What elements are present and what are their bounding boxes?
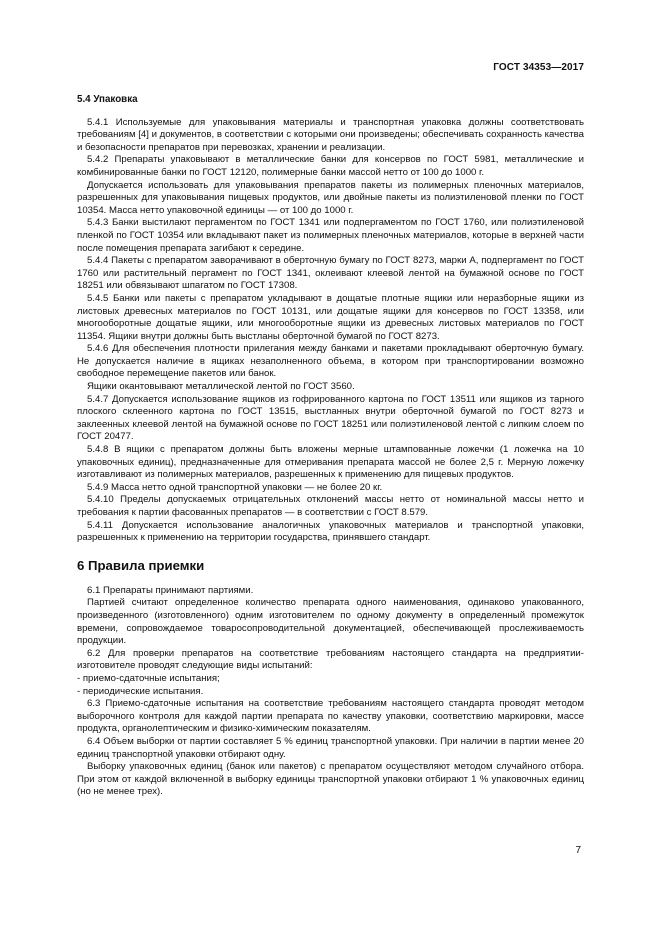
list-item: - приемо-сдаточные испытания; bbox=[77, 672, 220, 684]
paragraph-5-4-10: 5.4.10 Пределы допускаемых отрицательных отклонений массы нетто от номинальной массы нетто и требования к партии фасованных препаратов — в соответствии с ГОСТ 8.579. bbox=[77, 494, 584, 518]
page-number: 7 bbox=[575, 845, 581, 856]
paragraph-5-4-7: 5.4.7 Допускается использование ящиков из гофрированного картона по ГОСТ 13511 или ящиков из тарного плоского склеенного картона по ГОСТ 13515, выстланных внутри оберточной бумагой по ГОСТ 8273 и заклеенных клеевой лентой на бумажной основе по ГОСТ 18251 или полиэтиленовой лентой с липким слоем по ГОСТ 20477. bbox=[77, 393, 584, 443]
paragraph-6-4-cont: Выборку упаковочных единиц (банок или пакетов) с препаратом осуществляют методом случайного отбора. При этом от каждой включенной в выборку единицы транспортной упаковки отбирают 1 % упаковочных единиц (но не менее трех). bbox=[77, 761, 584, 798]
paragraph-5-4-3: 5.4.3 Банки выстилают пергаментом по ГОСТ 1341 или подпергаментом по ГОСТ 1760, или полиэтиленовой пленкой по ГОСТ 10354 или вкладывают пакет из полимерных пленочных материалов, которые в верхней части после помещения препарата загибают к середине. bbox=[77, 217, 584, 254]
page-content bbox=[77, 94, 584, 799]
paragraph-6-2: 6.2 Для проверки препаратов на соответствие требованиям настоящего стандарта на предприятии-изготовителе проводят следующие виды испытаний: bbox=[77, 647, 584, 672]
paragraph-5-4-5: 5.4.5 Банки или пакеты с препаратом укладывают в дощатые плотные ящики или неразборные ящики из листовых древесных материалов по ГОСТ 10131, или дощатые ящики для консервов по ГОСТ 13358, или многооборотные дощатые ящики, или многооборотные ящики из древесных листовых материалов по ГОСТ 11354. Ящики внутри должны быть выстланы оберточной бумагой по ГОСТ 8273. bbox=[77, 292, 584, 342]
paragraph-6-4: 6.4 Объем выборки от партии составляет 5 % единиц транспортной упаковки. При наличии в партии менее 20 единиц транспортной упаковки отбирают одну. bbox=[77, 735, 584, 760]
paragraph-5-4-6-cont: Ящики окантовывают металлической лентой по ГОСТ 3560. bbox=[87, 381, 355, 393]
paragraph-5-4-2: 5.4.2 Препараты упаковывают в металлические банки для консервов по ГОСТ 5981, металлические и комбинированные банки по ГОСТ 12120, полимерные банки массой нетто от 100 до 1000 г. bbox=[77, 154, 584, 178]
subsection-title: 5.4 Упаковка bbox=[77, 94, 138, 105]
paragraph-6-1: 6.1 Препараты принимают партиями. bbox=[87, 584, 254, 596]
section-title: 6 Правила приемки bbox=[77, 557, 205, 573]
paragraph-5-4-2-cont: Допускается использовать для упаковывания препаратов пакеты из полимерных пленочных материалов, разрешенных для упаковывания пищевых продуктов, или двойные пакеты из полиэтиленовой пленки по ГОСТ 10354. Масса нетто упаковочной единицы — от 100 до 1000 г. bbox=[77, 179, 584, 216]
paragraph-6-1-cont: Партией считают определенное количество препарата одного наименования, одинаково упакованного, произведенного (изготовленного) одним изготовителем по одному документу в определенный промежуток времени, сопровождаемое товаросопроводительной документацией, обеспечивающей прослеживаемость продукции. bbox=[77, 597, 584, 647]
standard-designation: ГОСТ 34353—2017 bbox=[493, 62, 584, 73]
paragraph-5-4-11: 5.4.11 Допускается использование аналогичных упаковочных материалов и транспортной упаковки, разрешенных к применению на территории государства, принявшего стандарт. bbox=[77, 519, 584, 544]
paragraph-5-4-1: 5.4.1 Используемые для упаковывания материалы и транспортная упаковка должны соответствовать требованиям [4] и документов, в соответствии с которыми они произведены; обеспечивать сохранность качества и безопасности препаратов при перевозках, хранении и реализации. bbox=[77, 116, 584, 153]
paragraph-5-4-6: 5.4.6 Для обеспечения плотности прилегания между банками и пакетами прокладывают оберточную бумагу. Не допускается наличие в ящиках незаполненного объема, в котором при транспортировании возможно свободное перемещение пакетов или банок. bbox=[77, 343, 584, 380]
paragraph-5-4-8: 5.4.8 В ящики с препаратом должны быть вложены мерные штампованные ложечки (1 ложечка на 10 упаковочных единиц), предназначенные для отмеривания препарата массой не более 2,5 г. Мерную ложечку изготавливают из полимерных материалов, разрешенных к применению для пищевых продуктов. bbox=[77, 444, 584, 481]
list-item: - периодические испытания. bbox=[77, 685, 204, 697]
paragraph-5-4-4: 5.4.4 Пакеты с препаратом заворачивают в оберточную бумагу по ГОСТ 8273, марки А, подпергамент по ГОСТ 1760 или растительный пергамент по ГОСТ 1341, оклеивают клеевой лентой на бумажной основе по ГОСТ 18251 или обвязывают шпагатом по ГОСТ 17308. bbox=[77, 255, 584, 292]
paragraph-6-3: 6.3 Приемо-сдаточные испытания на соответствие требованиям настоящего стандарта проводят методом выборочного контроля для каждой партии препарата по качеству упаковки, соответствию маркировки, массе продукта, органолептическим и физико-химическим показателям. bbox=[77, 698, 584, 735]
paragraph-5-4-9: 5.4.9 Масса нетто одной транспортной упаковки — не более 20 кг. bbox=[87, 481, 383, 493]
